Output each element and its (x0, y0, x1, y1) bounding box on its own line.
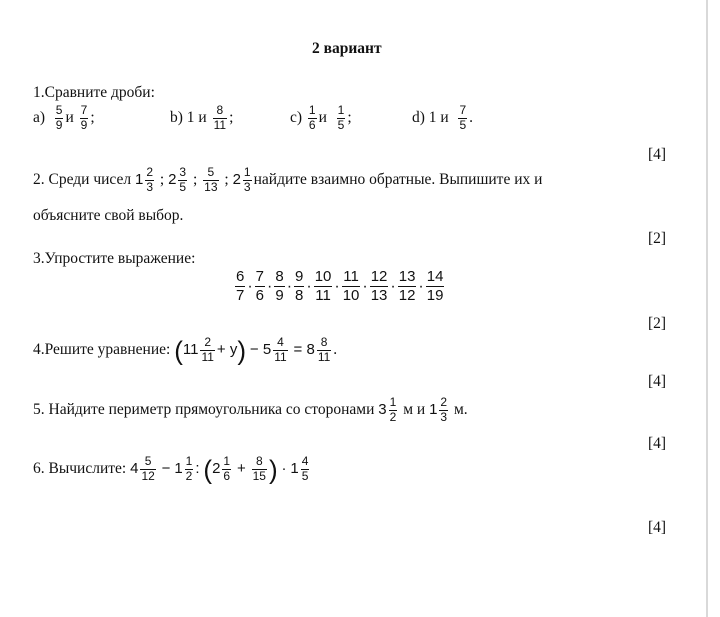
page-edge (706, 0, 708, 617)
fraction: $\frac{8}{11}$ (317, 335, 331, 364)
fraction: $\frac{5}{12}$ (141, 454, 155, 483)
task5-line: 5. Найдите периметр прямоугольника со сторонами 3 $\frac{1}{2}$ м и 1 $\frac{2}{3}$ м. (33, 395, 468, 424)
task6-score: [4] (648, 519, 667, 536)
item-c-label: c) (290, 108, 303, 126)
task6-line: 6. Вычислите: 4 $\frac{5}{12}$ − 1 $\frac{1}{2}$ : (2 $\frac{1}{6}$ + $\frac{8}{15}$ ) · 1 $\frac{4}{5}$ (33, 454, 309, 485)
fraction: $\frac{1}{6}$ (223, 454, 231, 483)
fraction: $\frac{8}{9}$ (275, 268, 284, 304)
fraction: $\frac{3}{5}$ (179, 165, 187, 194)
task1-item-a: a) $\frac{5}{9}$ и $\frac{7}{9}$ ; (33, 103, 95, 132)
fraction: $\frac{2}{3}$ (146, 165, 153, 194)
fraction: $\frac{10}{11}$ (314, 268, 332, 304)
task5-prefix: 5. Найдите периметр прямоугольника со сторонами (33, 400, 375, 418)
fraction: $\frac{1}{3}$ (243, 165, 251, 194)
fraction: $\frac{1}{5}$ (337, 103, 345, 132)
task1-item-c: c) $\frac{1}{6}$ и $\frac{1}{5}$ ; (290, 103, 352, 132)
task4-line: 4.Решите уравнение: (11 $\frac{2}{11}$ + y) − 5 $\frac{4}{11}$ = 8 $\frac{8}{11}$ . (33, 335, 338, 366)
fraction: $\frac{6}{7}$ (236, 268, 245, 304)
task5-score: [4] (648, 435, 667, 452)
item-b-label: b) 1 и (170, 108, 207, 126)
fraction: $\frac{1}{2}$ (185, 454, 193, 483)
fraction: $\frac{11}{10}$ (342, 268, 360, 304)
fraction: $\frac{5}{13}$ (204, 165, 218, 194)
task1-item-d: d) 1 и $\frac{7}{5}$ . (412, 103, 474, 132)
page-title: 2 вариант (312, 40, 382, 57)
fraction: $\frac{5}{9}$ (55, 103, 63, 132)
item-a-label: a) (33, 108, 46, 126)
fraction: $\frac{14}{19}$ (426, 268, 444, 304)
fraction: $\frac{13}{12}$ (398, 268, 416, 304)
fraction: $\frac{7}{6}$ (255, 268, 265, 304)
fraction: $\frac{9}{8}$ (295, 268, 304, 304)
task4-prefix: 4.Решите уравнение: (33, 340, 171, 358)
fraction: $\frac{8}{15}$ (252, 454, 266, 483)
fraction: $\frac{7}{9}$ (80, 103, 88, 132)
task3-expression: $\frac{6}{7}$ · $\frac{7}{6}$ · $\frac{8}{9}$ · $\frac{9}{8}$ · $\frac{10}{11}$ · $\frac{11}{10}$ · $\frac{12}{13}$ · $\frac{13}{12}$ · $\frac{14}{19}$ (236, 268, 444, 304)
task6-prefix: 6. Вычислите: (33, 459, 127, 477)
fraction: $\frac{1}{6}$ (308, 103, 316, 132)
fraction: $\frac{7}{5}$ (459, 103, 467, 132)
task2-line2: объясните свой выбор. (33, 207, 184, 224)
fraction: $\frac{4}{11}$ (274, 335, 287, 364)
fraction: $\frac{4}{5}$ (301, 454, 309, 483)
fraction: $\frac{2}{3}$ (440, 395, 448, 424)
conjunction: и (65, 108, 74, 126)
task4-score: [4] (648, 373, 667, 390)
item-d-label: d) 1 и (412, 108, 449, 126)
fraction: $\frac{8}{11}$ (213, 103, 227, 132)
fraction: $\frac{1}{2}$ (389, 395, 397, 424)
task3-heading: 3.Упростите выражение: (33, 250, 196, 267)
task3-score: [2] (648, 315, 667, 332)
fraction: $\frac{12}{13}$ (370, 268, 388, 304)
task2-prefix: 2. Среди чисел (33, 170, 132, 188)
task2-line1: 2. Среди чисел 1 $\frac{2}{3}$ ; 2 $\frac{3}{5}$ ; $\frac{5}{13}$ ; 2 $\frac{1}{3}$ найдите взаимно обратные. Выпишите их и (33, 165, 543, 194)
task1-heading: 1.Сравните дроби: (33, 84, 155, 101)
task1-score: [4] (648, 146, 667, 163)
task1-item-b: b) 1 и $\frac{8}{11}$ ; (170, 103, 234, 132)
task2-suffix: найдите взаимно обратные. Выпишите их и (253, 170, 543, 188)
fraction: $\frac{2}{11}$ (201, 335, 214, 364)
task2-score: [2] (648, 230, 667, 247)
